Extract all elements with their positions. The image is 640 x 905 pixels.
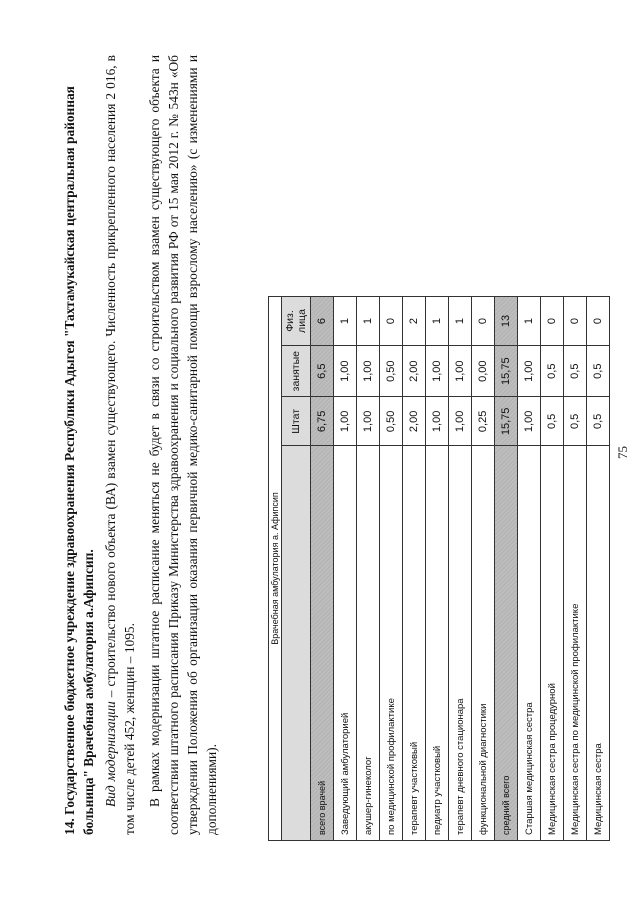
table-row [587,297,610,841]
col-header-name [282,446,311,841]
cell-zan: 6,5 [311,346,334,397]
table-row [334,297,357,841]
cell-name: Заведующий амбулаторией [334,446,357,841]
cell-shtat: 15,75 [495,397,518,446]
cell-name: акушер-гинеколог [357,446,380,841]
cell-fiz: 13 [495,297,518,346]
cell-zan: 1,00 [426,346,449,397]
cell-zan: 1,00 [334,346,357,397]
cell-zan: 0,5 [564,346,587,397]
cell-fiz: 0 [587,297,610,346]
cell-fiz: 0 [472,297,495,346]
cell-name: Медицинская сестра процедурной [541,446,564,841]
cell-shtat: 1,00 [449,397,472,446]
cell-zan: 0,50 [380,346,403,397]
cell-name: Медицинская сестра [587,446,610,841]
table-row [518,297,541,841]
cell-name: функциональной диагностики [472,446,495,841]
cell-name: всего врачей [311,446,334,841]
cell-fiz: 1 [426,297,449,346]
cell-zan: 2,00 [403,346,426,397]
staff-table [268,296,610,841]
cell-shtat: 0,50 [380,397,403,446]
col-header-shtat: Штат [282,397,311,446]
cell-name: терапевт участковый [403,446,426,841]
cell-name: педиатр участковый [426,446,449,841]
table-row [403,297,426,841]
cell-fiz: 6 [311,297,334,346]
cell-zan: 15,75 [495,346,518,397]
cell-fiz: 0 [564,297,587,346]
modernization-paragraph [101,55,139,835]
staffing-paragraph: В рамках модернизации штатное расписание меняться не будет в связи со строительством взамен существующего объекта и соответствии штатного расписания Приказу Министерства здравоохранения и социального развития РФ от 15 мая 2012 г. № 543н «Об утверждении Положения об организации оказания первичной медико-санитарной помощи взрослому населению» (с изменениями и дополнениями). [147,55,219,835]
table-row-total [311,297,334,841]
cell-zan: 0,00 [472,346,495,397]
page-number: 75 [615,446,630,459]
cell-fiz: 1 [357,297,380,346]
table-row [472,297,495,841]
cell-shtat: 0,5 [564,397,587,446]
cell-fiz: 0 [380,297,403,346]
table-row [541,297,564,841]
cell-name: Медицинская сестра по медицинской профилактике [564,446,587,841]
cell-fiz: 1 [518,297,541,346]
table-row [357,297,380,841]
cell-shtat: 2,00 [403,397,426,446]
table-row [380,297,403,841]
cell-name: по медицинской профилактике [380,446,403,841]
cell-shtat: 1,00 [334,397,357,446]
cell-zan: 1,00 [449,346,472,397]
col-header-zan: занятые [282,346,311,397]
cell-fiz: 1 [449,297,472,346]
cell-fiz: 2 [403,297,426,346]
table-caption: Врачебная амбулатория а. Афипсип [269,297,282,841]
modernization-text: – строительство нового объекта (ВА) взамен существующего. Численность прикрепленного населения 2 016, в том числе детей 452, женщин – 1095. [103,55,137,835]
cell-shtat: 1,00 [357,397,380,446]
cell-zan: 1,00 [518,346,541,397]
cell-zan: 0,5 [541,346,564,397]
cell-shtat: 1,00 [518,397,541,446]
table-row [564,297,587,841]
table-row [426,297,449,841]
cell-name: средний всего [495,446,518,841]
table-row [449,297,472,841]
modernization-label: Вид модернизации [103,701,118,807]
cell-fiz: 0 [541,297,564,346]
cell-shtat: 6,75 [311,397,334,446]
cell-name: Старшая медицинская сестра [518,446,541,841]
col-header-fiz: Физ. лица [282,297,311,346]
cell-shtat: 0,5 [587,397,610,446]
text-block [60,55,227,835]
cell-shtat: 0,5 [541,397,564,446]
cell-shtat: 0,25 [472,397,495,446]
cell-fiz: 1 [334,297,357,346]
staff-table-wrap [268,296,610,841]
cell-zan: 0,5 [587,346,610,397]
table-row-total [495,297,518,841]
section-heading: 14. Государственное бюджетное учреждение здравоохранения Республики Адыгея "Тахтамукайская центральная районная больница" Врачебная амбулатория а.Афипсип. [62,86,96,835]
cell-zan: 1,00 [357,346,380,397]
cell-name: терапевт дневного стационара [449,446,472,841]
cell-shtat: 1,00 [426,397,449,446]
